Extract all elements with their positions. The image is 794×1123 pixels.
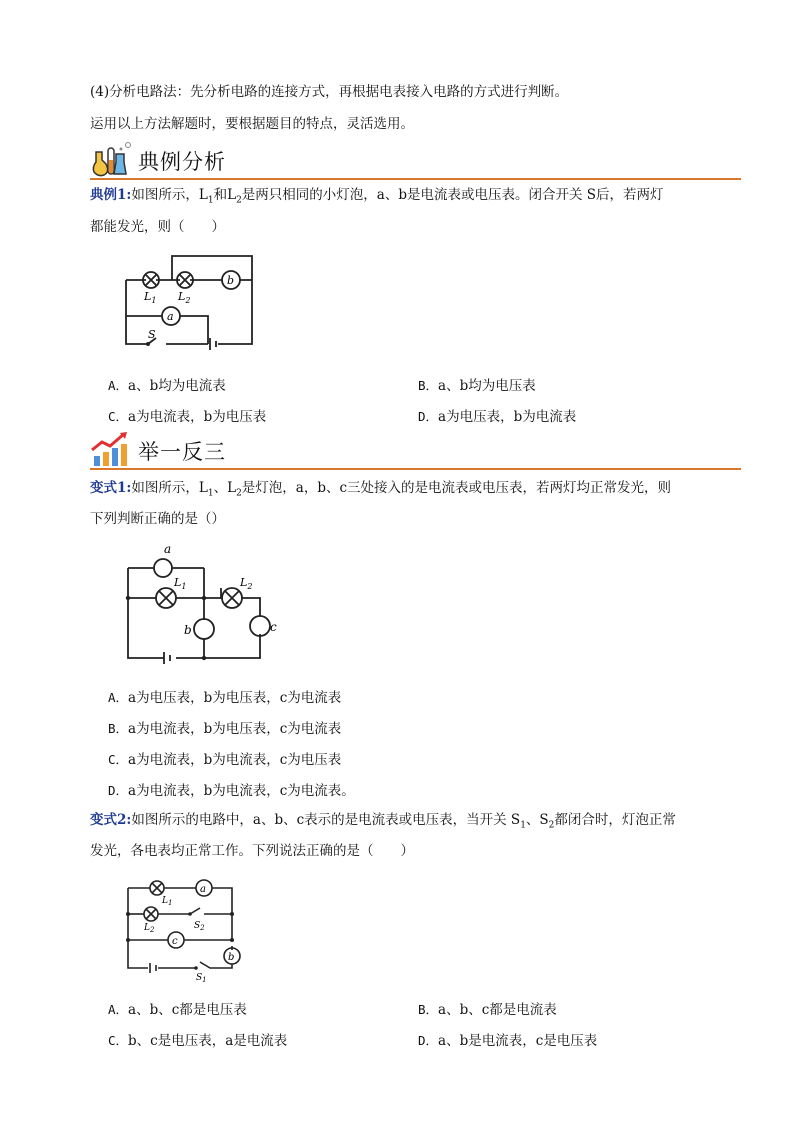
example-1-question-line2: 都能发光，则（ ） (90, 219, 225, 235)
meter-b-label-2: b (184, 623, 192, 637)
variant-1-option-c[interactable]: C．a为电流表，b为电流表，c为电压表 (108, 752, 342, 768)
section-title-example: 典例分析 (138, 150, 226, 174)
circuit-diagram-2 (118, 540, 288, 666)
lamp-L1-label-3: $L_1$ (162, 896, 173, 907)
variant-2-label: 变式2: (90, 812, 132, 828)
lamp-L2-label-3: $L_2$ (144, 923, 155, 934)
variant-1-option-d[interactable]: D．a为电流表，b为电流表，c为电流表。 (108, 783, 355, 799)
lamp-L1-label: $L_1$ (144, 290, 157, 305)
intro-line-1: (4)分析电路法：先分析电路的连接方式，再根据电表接入电路的方式进行判断。 (90, 84, 569, 100)
variant-1-option-a[interactable]: A．a为电压表，b为电压表，c为电流表 (108, 690, 342, 706)
variant-2-option-b[interactable]: B．a、b、c都是电流表 (418, 1002, 557, 1018)
circuit-diagram-1 (118, 248, 260, 356)
switch-S2-label: $S_2$ (194, 921, 205, 932)
section-header-example (90, 140, 741, 180)
variant-1-question-line2: 下列判断正确的是（） (90, 511, 225, 527)
variant-2-option-c[interactable]: C．b、c是电压表，a是电流表 (108, 1033, 288, 1049)
meter-a-label-2: a (164, 542, 172, 556)
flask-icon (90, 140, 132, 178)
lamp-L2-label: $L_2$ (178, 290, 191, 305)
variant-2-question-line2: 发光，各电表均正常工作。下列说法正确的是（ ） (90, 843, 414, 859)
section-divider-2 (90, 468, 741, 470)
variant-1-question: 变式1:如图所示，$L_1$、$L_2$是灯泡，a，b、c三处接入的是电流表或电压表，若两灯均正常发光，则 (90, 480, 672, 499)
meter-c-label-2: c (270, 620, 277, 634)
example-1-option-c[interactable]: C．a为电流表，b为电压表 (108, 409, 267, 425)
example-1-label: 典例1: (90, 187, 132, 203)
section-header-practice (90, 430, 741, 470)
variant-2-question: 变式2:如图所示的电路中，a、b、c表示的是电流表或电压表，当开关 $S_1$、$S_2$都闭合时，灯泡正常 (90, 812, 676, 831)
meter-a-label: a (167, 310, 174, 323)
variant-1-option-b[interactable]: B．a为电流表，b为电压表，c为电流表 (108, 721, 342, 737)
example-1-option-b[interactable]: B．a、b均为电压表 (418, 378, 536, 394)
bar-chart-trend-icon (90, 430, 132, 468)
meter-c-label-3: c (172, 936, 178, 947)
example-1-question: 典例1:如图所示，$L_1$和$L_2$是两只相同的小灯泡，a、b是电流表或电压表。闭合开关 S后，若两灯 (90, 187, 664, 206)
circuit-diagram-3 (118, 872, 248, 982)
intro-line-2: 运用以上方法解题时，要根据题目的特点，灵活选用。 (90, 116, 414, 132)
variant-1-label: 变式1: (90, 480, 132, 496)
variant-2-option-d[interactable]: D．a、b是电流表，c是电压表 (418, 1033, 598, 1049)
switch-S1-label: $S_1$ (196, 973, 207, 982)
example-1-option-d[interactable]: D．a为电压表，b为电流表 (418, 409, 577, 425)
section-divider (90, 178, 741, 180)
meter-a-label-3: a (200, 884, 206, 895)
lamp-L2-label-2: $L_2$ (240, 576, 253, 591)
example-1-option-a[interactable]: A．a、b均为电流表 (108, 378, 226, 394)
lamp-L1-label-2: $L_1$ (174, 576, 187, 591)
meter-b-label: b (227, 274, 235, 287)
variant-2-option-a[interactable]: A．a、b、c都是电压表 (108, 1002, 247, 1018)
meter-b-label-3: b (228, 952, 235, 963)
section-title-practice: 举一反三 (138, 440, 226, 464)
switch-S-label: S (148, 328, 156, 341)
